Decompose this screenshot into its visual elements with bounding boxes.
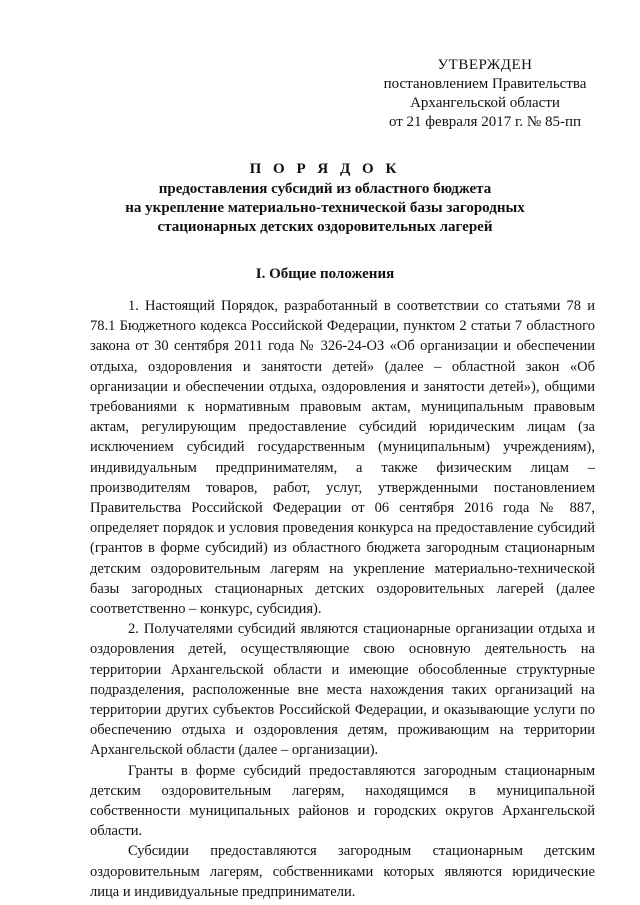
approval-stamp xyxy=(370,56,600,132)
document-title xyxy=(60,160,590,237)
approval-word: УТВЕРЖДЕН xyxy=(437,57,533,73)
approval-line-3: от 21 февраля 2017 г. № 85-пп xyxy=(388,114,582,130)
title-subtitle-3: стационарных детских оздоровительных лагерей xyxy=(157,219,493,235)
approval-line-2: Архангельской области xyxy=(410,95,560,111)
paragraph-2: 2. Получателями субсидий являются стационарные организации отдыха и оздоровления детей, осуществляющие свою основную деятельность на территории Архангельской области и имеющие обособленные структурные подразделения, расположенные вне места нахождения таких организаций на территории других субъектов Российской Федерации, и оказывающие услуги по обеспечению отдыха и оздоровления детям, проживающим на территории Архангельской области (далее – организации). xyxy=(90,621,595,759)
title-subtitle-2: на укрепление материально-технической базы загородных xyxy=(125,200,525,216)
title-subtitle-1: предоставления субсидий из областного бюджета xyxy=(158,181,492,197)
paragraph-1: 1. Настоящий Порядок, разработанный в соответствии со статьями 78 и 78.1 Бюджетного кодекса Российской Федерации, пунктом 2 статьи 7 областного закона от 30 сентября 2011 года № 326-24-ОЗ «Об организации и обеспечении отдыха, оздоровления и занятости детей» (далее – областной закон «Об организации и обеспечении отдыха, оздоровления и занятости детей»), общими требованиями к нормативным правовым актам, муниципальным правовым актам, регулирующим предоставление субсидий юридическим лицам (за исключением субсидий государственным (муниципальным) учреждениям), индивидуальным предпринимателям, а также физическим лицам – производителям товаров, работ, услуг, утвержденными постановлением Правительства Российской Федерации от 06 сентября 2016 года № 887, определяет порядок и условия проведения конкурса на предоставление субсидий (грантов в форме субсидий) из областного бюджета загородным стационарным детским оздоровительным лагерям на укрепление материально-технической базы загородных стационарных детских оздоровительных лагерей (далее соответственно – конкурс, субсидия). xyxy=(90,298,595,618)
title-main: П О Р Я Д О К xyxy=(249,161,401,177)
document-body xyxy=(90,296,595,902)
approval-line-1: постановлением Правительства xyxy=(383,76,587,92)
section-heading: I. Общие положения xyxy=(255,266,395,282)
paragraph-3: Гранты в форме субсидий предоставляются загородным стационарным детским оздоровительным лагерям, находящимся в муниципальной собственности муниципальных районов и городских округов Архангельской области. xyxy=(90,762,595,840)
paragraph-4: Субсидии предоставляются загородным стационарным детским оздоровительным лагерям, собственниками которых являются юридические лица и индивидуальные предприниматели. xyxy=(90,843,595,900)
